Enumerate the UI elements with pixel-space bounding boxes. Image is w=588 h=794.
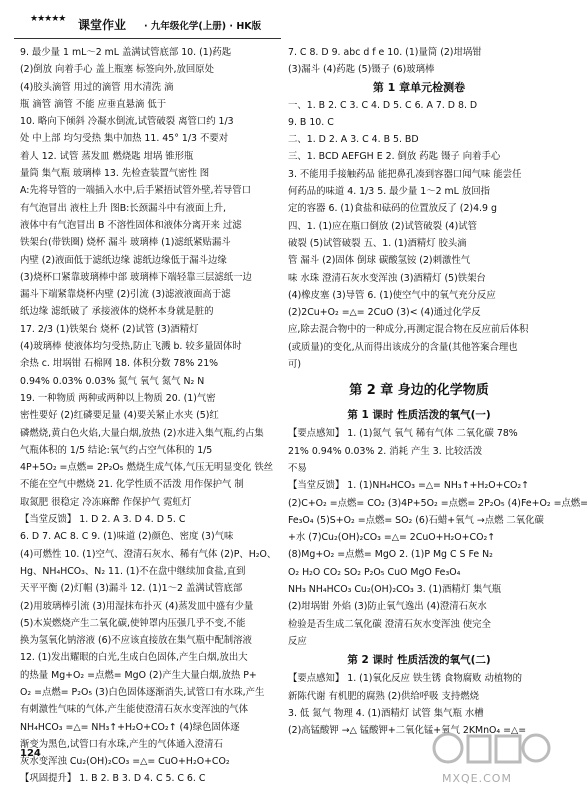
book-title: 课堂作业: [78, 18, 127, 32]
right-column: [288, 44, 588, 739]
answer-line: 液体中有气泡冒出 B 不溶性固体和液体分离开来 过滤: [20, 219, 242, 231]
answer-line: 的热量 Mg+O₂ =点燃= MgO (2)产生大量白烟,放热 P+: [20, 669, 257, 681]
stars-decoration: ★★★★★: [30, 14, 66, 24]
answer-line: 三、1. BCD AEFGH E 2. 倒放 药匙 镊子 向着手心: [288, 151, 501, 163]
answer-line: 【巩固提升】 1. B 2. B 3. D 4. C 5. C 6. C: [20, 773, 206, 785]
running-header: [14, 14, 554, 38]
answer-line: (4)可燃性 10. (1)空气、澄清石灰水、稀有气体 (2)P、H₂O、: [20, 548, 277, 560]
answer-line: 17. 2/3 (1)铁架台 烧杯 (2)试管 (3)酒精灯: [20, 323, 199, 335]
answer-line: (2)C+O₂ =点燃= CO₂ (3)4P+5O₂ =点燃= 2P₂O₅ (4)Fe+O₂ =点燃=: [288, 497, 588, 509]
answer-line: 10. 略向下倾斜 冷凝水倒流,试管破裂 离管口约 1/3: [20, 116, 234, 128]
answer-line: 7. C 8. D 9. abc d f e 10. (1)量筒 (2)坩埚钳: [288, 47, 482, 58]
watermark-text: MXQE.COM: [442, 772, 512, 785]
answer-line: 取氮肥 很稳定 冷冻麻醉 作保护气 霓虹灯: [20, 496, 192, 508]
answer-line: 21% 0.94% 0.03% 2. 消耗 产生 3. 比较活泼: [288, 445, 483, 457]
right-answers-top: [288, 44, 550, 79]
chapter-title: 第 2 章 身边的化学物质: [349, 383, 489, 399]
header-rule: [14, 38, 281, 39]
answer-line: A:先将导管的一端插入水中,后手紧捂试管外壁,若导管口: [20, 185, 251, 197]
book-subtitle: · 九年级化学(上册) · HK版: [144, 21, 262, 32]
answer-line: 何药品的味道 4. 1/3 5. 最少量 1～2 mL 放回指: [288, 186, 490, 198]
answer-line: 一、1. B 2. C 3. C 4. D 5. C 6. A 7. D 8. D: [288, 99, 478, 111]
answer-line: 19. 一种物质 两种或两种以上物质 20. (1)气密: [20, 392, 216, 404]
answer-line: O₂ =点燃= P₂O₅ (3)白色固体逐渐消失,试管口有水珠,产生: [20, 686, 265, 698]
answer-line: 破裂 (5)试管破裂 五、1. (1)酒精灯 胶头滴: [288, 237, 467, 249]
answer-line: 【当堂反馈】 1. (1)NH₄HCO₃ =△= NH₃↑+H₂O+CO₂↑: [288, 480, 529, 492]
answer-line: 气瓶体积的 1/5 结论:氧气约占空气体积的 1/5: [20, 444, 213, 456]
answer-line: NH₄HCO₃ =△= NH₃↑+H₂O+CO₂↑ (4)绿色固体逐: [20, 721, 240, 733]
answer-line: (4)玻璃棒 使液体均匀受热,防止飞溅 b. 较多量固体时: [20, 341, 242, 353]
answer-line: NH₃ NH₄HCO₃ Cu₂(OH)₂CO₃ 3. (1)酒精灯 集气瓶: [288, 584, 502, 596]
answer-line: (2)倒放 向着手心 盖上瓶塞 标签向外,放回原处: [20, 64, 214, 76]
answer-line: +水 (7)Cu₂(OH)₂CO₃ =△= 2CuO+H₂O+CO₂↑: [288, 532, 496, 544]
answer-line: 铁架台(带铁圈) 烧杯 漏斗 玻璃棒 (1)滤纸紧贴漏斗: [20, 237, 231, 249]
answer-line: 漏斗下端紧靠烧杯内壁 (2)引流 (3)滤液液面高于滤: [20, 289, 231, 301]
answer-line: (5)木炭燃烧产生二氧化碳,使钟罩内压强几乎不变,不能: [20, 617, 246, 629]
answer-line: 9. 最少量 1 mL～2 mL 盖满试管底部 10. (1)药匙: [20, 47, 232, 58]
watermark-logo: [430, 726, 555, 790]
lesson-2-title: 第 2 课时 性质活泼的氧气(二): [347, 654, 491, 667]
answer-line: 【要点感知】 1. (1)氧化反应 铁生锈 食物腐败 动植物的: [288, 673, 523, 685]
answer-line: 纸边缘 滤纸破了 承接液体的烧杯本身就是脏的: [20, 306, 214, 318]
answer-line: 【要点感知】 1. (1)氮气 氧气 稀有气体 二氧化碳 78%: [288, 428, 518, 440]
answer-line: 定的容器 6. (1)食盐和砝码的位置放反了 (2)4.9 g: [288, 203, 497, 215]
lesson-1-title: 第 1 课时 性质活泼的氧气(一): [347, 409, 491, 422]
left-column: [20, 44, 282, 788]
answer-line: 检验是否生成二氧化碳 澄清石灰水变浑浊 使完全: [288, 618, 491, 630]
answer-line: 灰水变浑浊 Cu₂(OH)₂CO₃ =△= CuO+H₂O+CO₂: [20, 756, 230, 768]
answer-line: 密性要好 (2)红磷要足量 (4)要关紧止水夹 (5)红: [20, 410, 219, 422]
answer-line: 有刺激性气味的气体,产生能使澄清石灰水变浑浊的气体: [20, 704, 248, 716]
unit-test-title: 第 1 章单元检测卷: [372, 80, 466, 94]
answer-line: (4)橡皮塞 (3)导管 6. (1)使空气中的氧气充分反应: [288, 289, 496, 301]
answer-line: 天平平衡 (2)灯帽 (3)漏斗 12. (1)1～2 盖满试管底部: [20, 583, 243, 595]
page-number: 124: [20, 748, 41, 759]
answer-line: Fe₃O₄ (5)S+O₂ =点燃= SO₂ (6)石蜡+氧气 →点燃 二氧化碳: [288, 514, 544, 526]
answer-line: 换为氢氧化钠溶液 (6)不应该直接放在集气瓶中配制溶液: [20, 635, 252, 647]
answer-line: 6. D 7. AC 8. C 9. (1)味道 (2)颜色、密度 (3)气味: [20, 531, 234, 543]
answer-line: 可): [288, 359, 302, 371]
answer-line: (2)2Cu+O₂ =△= 2CuO (3)< (4)通过化学反: [288, 307, 481, 319]
answer-line: 不能在空气中燃烧 21. 化学性质不活泼 用作保护气 制: [20, 479, 244, 491]
answer-line: (2)用玻璃棒引流 (3)用湿抹布扑灭 (4)蒸发皿中盛有少量: [20, 600, 254, 612]
answer-line: Hg、NH₄HCO₃、N₂ 11. (1)不在盘中继续加食盐,直到: [20, 565, 246, 577]
answer-line: 12. (1)发出耀眼的白光,生成白色固体,产生白烟,放出大: [20, 652, 248, 664]
answer-line: 【当堂反馈】 1. D 2. A 3. D 4. D 5. C: [20, 514, 186, 526]
answer-line: 内壁 (2)液面低于滤纸边缘 滤纸边缘低于漏斗边缘: [20, 254, 227, 266]
answer-line: 有气泡冒出 液柱上升 图B:长颈漏斗中有液面上升,: [20, 202, 227, 214]
answer-line: (或质量)的变化,从而得出该成分的含量(其他答案合理也: [288, 341, 518, 353]
watermark-icon: [430, 726, 555, 774]
answer-line: (2)高锰酸钾 →△ 锰酸钾+二氧化锰+氧气 2KMnO₄ =△=: [288, 725, 527, 737]
answer-line: 着人 12. 试管 蒸发皿 燃烧匙 坩埚 锥形瓶: [20, 150, 194, 162]
answer-line: 味 水珠 澄清石灰水变浑浊 (3)酒精灯 (5)铁架台: [288, 272, 486, 284]
lesson-1-answers: [288, 425, 588, 650]
answer-line: (4)胶头滴管 用过的滴管 用水清洗 滴: [20, 81, 174, 93]
answer-line: 0.94% 0.03% 0.03% 氮气 氧气 氮气 N₂ N: [20, 375, 205, 387]
answer-line: 二、1. D 2. A 3. C 4. B 5. BD: [288, 134, 419, 146]
answer-line: 余热 c. 坩埚钳 石棉网 18. 体积分数 78% 21%: [20, 358, 219, 370]
answer-line: 瓶 滴管 滴管 不能 应垂直悬滴 低于: [20, 98, 167, 110]
answer-line: 四、1. (1)应在瓶口倒放 (2)试管破裂 (4)试管: [288, 220, 477, 232]
answer-line: (8)Mg+O₂ =点燃= MgO 2. (1)P Mg C S Fe N₂: [288, 549, 493, 561]
answer-line: 3. 不能用手接触药品 能把鼻孔凑到容器口闻气味 能尝任: [288, 168, 522, 180]
answer-line: 3. 低 氮气 物理 4. (1)酒精灯 试管 集气瓶 水槽: [288, 707, 484, 719]
answer-line: 处 中上部 均匀受热 集中加热 11. 45° 1/3 不要对: [20, 133, 229, 145]
answer-line: (3)漏斗 (4)药匙 (5)镊子 (6)玻璃棒: [288, 64, 435, 76]
unit-test-answers: [288, 97, 550, 374]
answer-line: 渐变为黑色,试管口有水珠,产生的气体通入澄清石: [20, 738, 223, 750]
answer-line: 不易: [288, 462, 307, 474]
answer-line: 9. B 10. C: [288, 116, 334, 128]
answer-line: (3)烧杯口紧靠玻璃棒中部 玻璃棒下端轻靠三层滤纸一边: [20, 271, 252, 283]
answer-line: 量筒 集气瓶 玻璃棒 13. 先检查装置气密性 图: [20, 168, 210, 180]
answer-line: 磷燃烧,黄白色火焰,大量白烟,放热 (2)水进入集气瓶,约占集: [20, 427, 264, 439]
answer-line: 反应: [288, 635, 307, 647]
answer-line: 应,除去混合物中的一种成分,再测定混合物在反应前后体积: [288, 324, 529, 336]
answer-line: O₂ H₂O CO₂ SO₂ P₂O₅ CuO MgO Fe₃O₄: [288, 566, 461, 578]
answer-line: 管 漏斗 (2)固体 倒球 碳酸氢铵 (2)刺激性气: [288, 255, 471, 267]
answer-line: 4P+5O₂ =点燃= 2P₂O₅ 燃烧生成气体,气压无明显变化 铁丝: [20, 462, 274, 474]
answer-line: 新陈代谢 有机肥的腐熟 (2)供给呼吸 支持燃烧: [288, 690, 479, 702]
answer-line: (2)坩埚钳 外焰 (3)防止氧气逸出 (4)澄清石灰水: [288, 601, 487, 613]
